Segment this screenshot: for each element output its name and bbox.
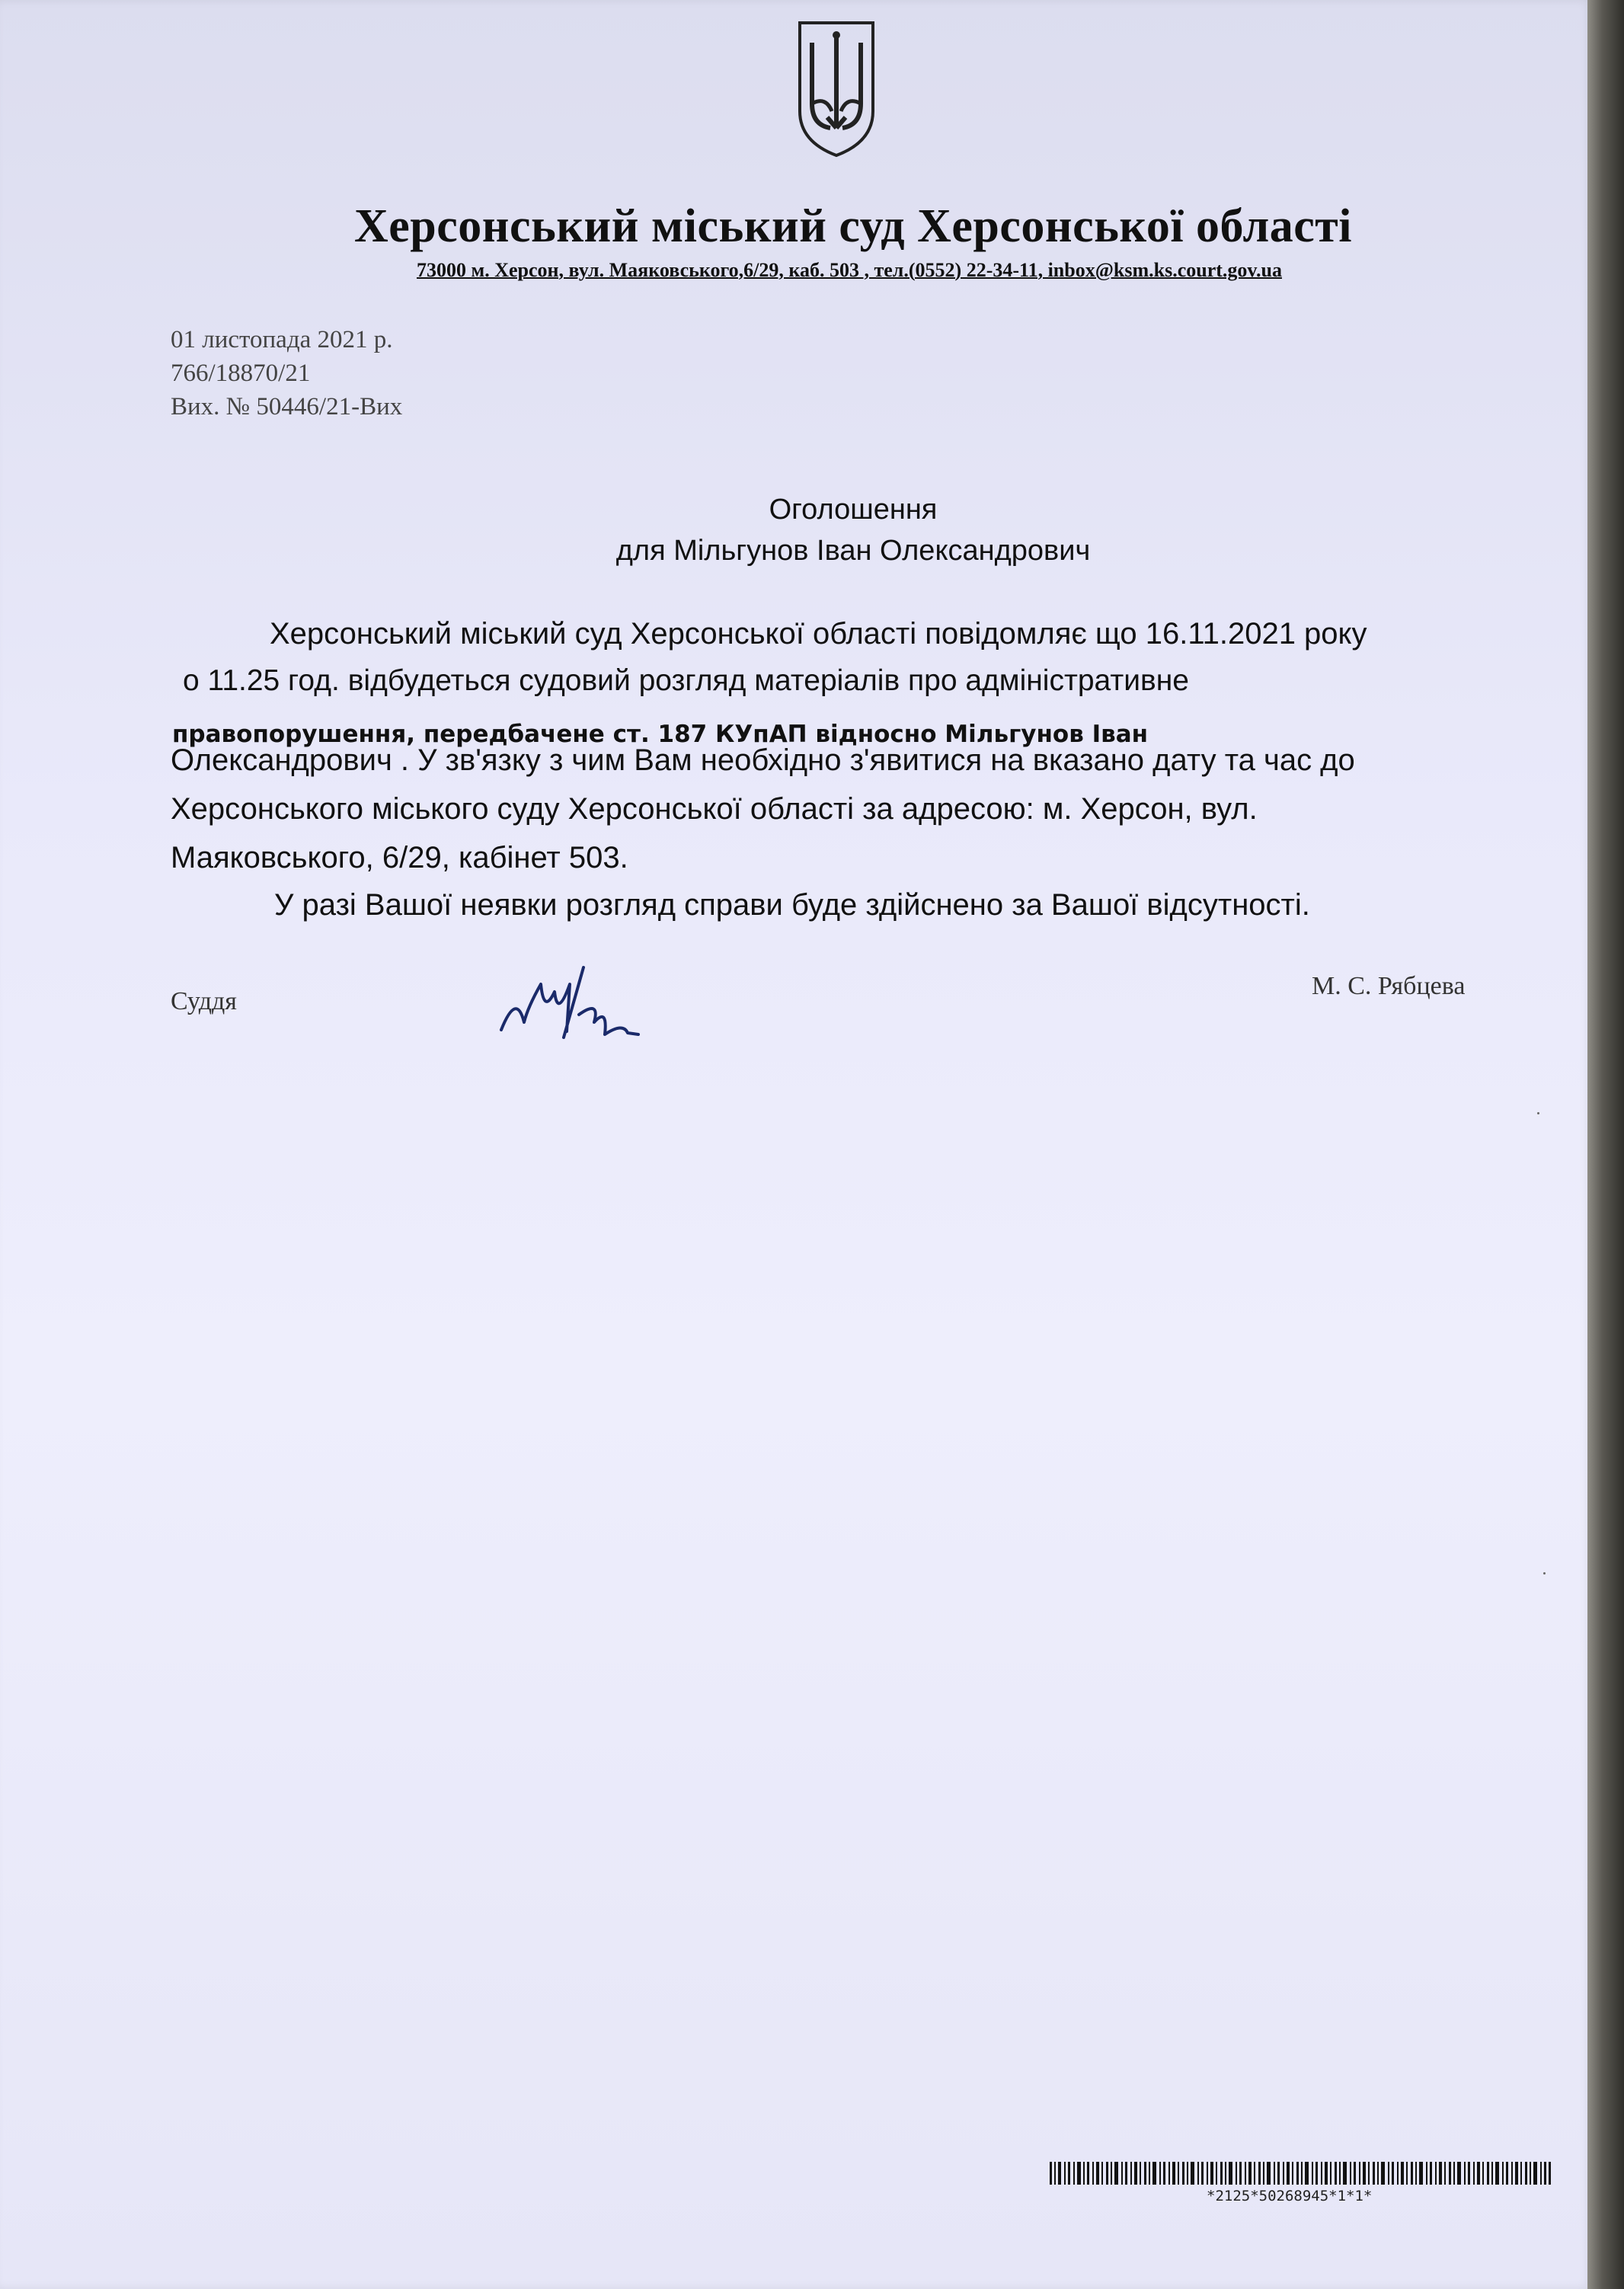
court-name: Херсонський міський суд Херсонської області [354, 200, 1352, 252]
handwritten-signature [494, 961, 676, 1045]
paper-speck [1537, 1112, 1539, 1114]
notice-line: Олександрович . У зв'язку з чим Вам необхідно з'явитися на вказано дату та час до [171, 743, 1355, 777]
judge-role-label: Суддя [171, 987, 237, 1015]
case-number: 766/18870/21 [171, 360, 311, 387]
notice-line: Херсонський міський суд Херсонської області повідомляє що 16.11.2021 року [270, 617, 1367, 651]
document-date: 01 листопада 2021 р. [171, 326, 393, 353]
barcode-number: *2125*50268945*1*1* [1207, 2188, 1373, 2204]
notice-line: У разі Вашої неявки розгляд справи буде здійснено за Вашої відсутності. [274, 888, 1310, 922]
court-address: 73000 м. Херсон, вул. Маяковського,6/29, каб. 503 , тел.(0552) 22-34-11, inbox@ksm.ks.court.gov.ua [417, 259, 1282, 281]
notice-line: правопорушення, передбачене ст. 187 КУпАП відносно Мільгунов Іван [172, 721, 1149, 748]
document-meta [171, 323, 402, 424]
paper-speck [1543, 1572, 1546, 1574]
notice-title: Оголошення [769, 494, 938, 526]
outgoing-number: Вих. № 50446/21-Вих [171, 393, 403, 420]
notice-recipient: для Мільгунов Іван Олександрович [615, 535, 1091, 567]
page-edge-shadow [1587, 0, 1624, 2289]
notice-line: Херсонського міського суду Херсонської області за адресою: м. Херсон, вул. [171, 792, 1258, 826]
notice-line: о 11.25 год. відбудеться судовий розгляд матеріалів про адміністративне [183, 664, 1189, 697]
coat-of-arms-icon [795, 20, 878, 158]
barcode [1050, 2162, 1552, 2185]
judge-name: М. С. Рябцева [1312, 972, 1466, 1000]
notice-line: Маяковського, 6/29, кабінет 503. [171, 841, 628, 874]
